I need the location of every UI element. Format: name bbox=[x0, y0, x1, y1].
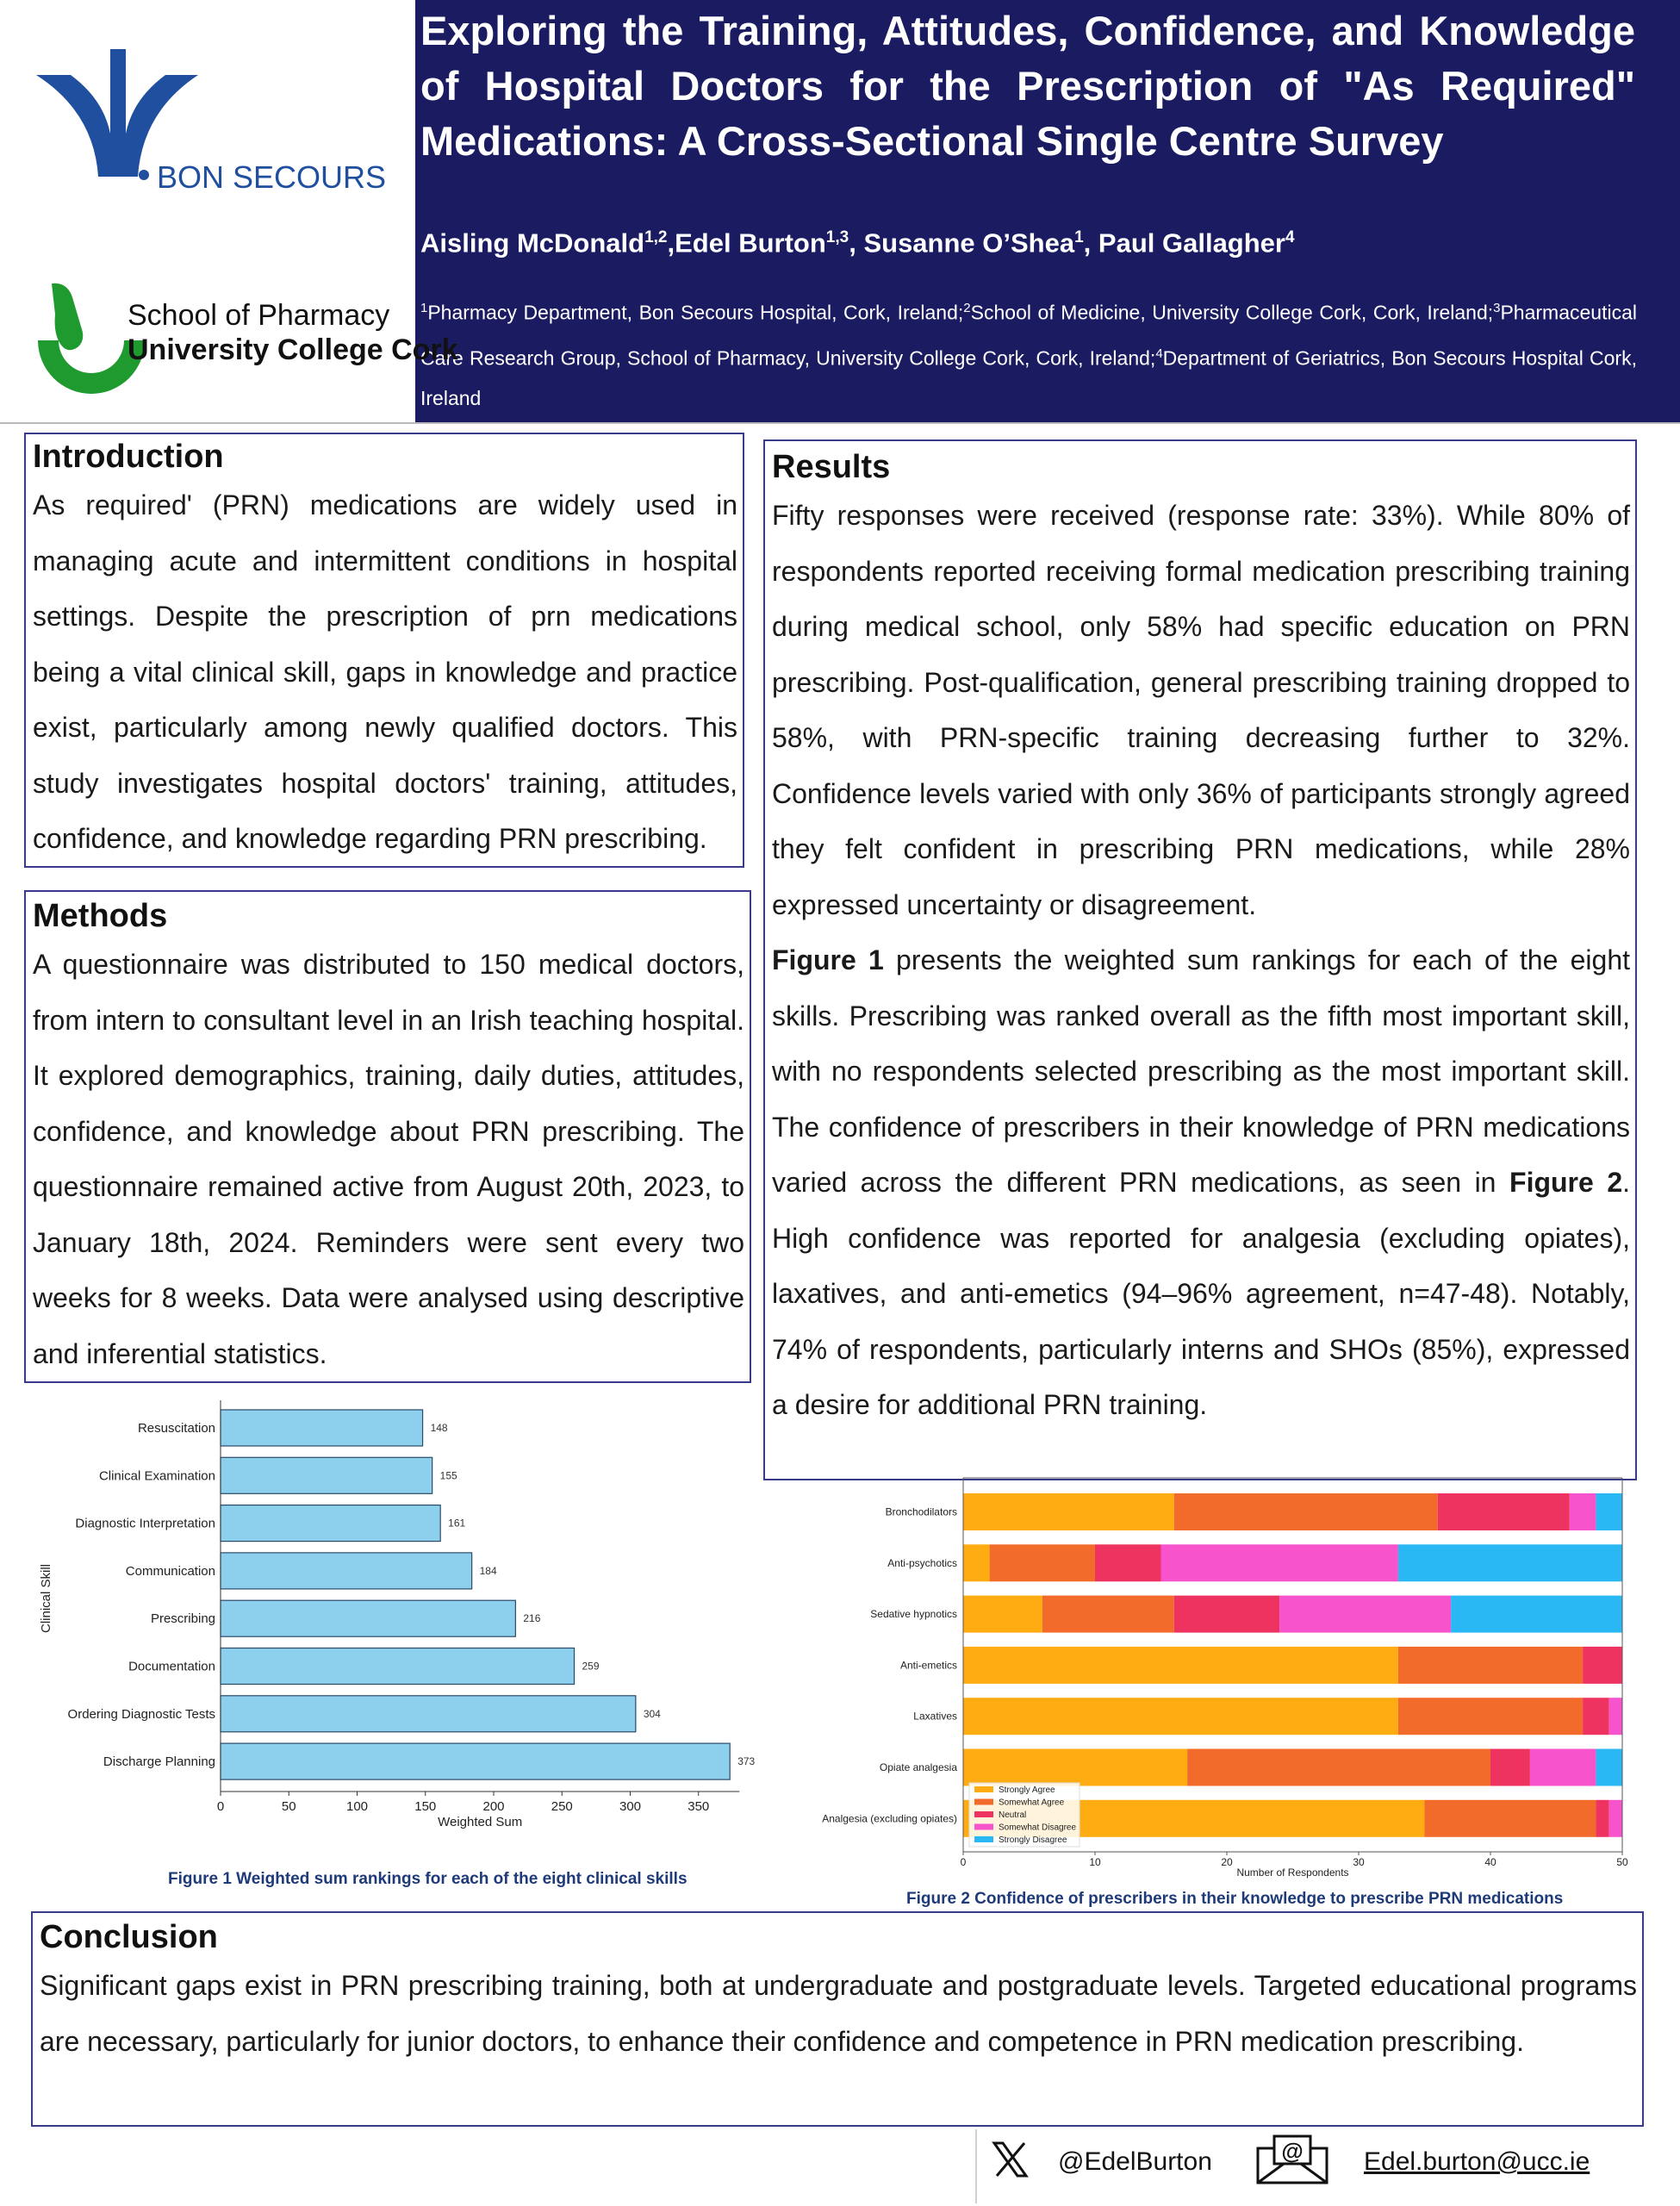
data-label: 304 bbox=[643, 1707, 661, 1720]
legend bbox=[969, 1783, 1080, 1847]
figure-2-caption: Figure 2 Confidence of prescribers in their knowledge to prescribe PRN medications bbox=[906, 1890, 1564, 1908]
data-label: 161 bbox=[448, 1517, 466, 1530]
data-label: 259 bbox=[582, 1660, 600, 1673]
bar-diagnostic-interpretation bbox=[221, 1505, 440, 1542]
segment-strongly-agree bbox=[963, 1544, 990, 1581]
conclusion-body: Significant gaps exist in PRN prescribing training, both at undergraduate and postgraduate levels. Targeted educational programs are necessary, particularly for junior doctors, to enhance their confidence and competence in PRN medication prescribing. bbox=[40, 1970, 1637, 2057]
conclusion-heading: Conclusion bbox=[40, 1919, 218, 1955]
segment-neutral bbox=[1490, 1749, 1530, 1786]
x-tick-label: 40 bbox=[1484, 1856, 1496, 1868]
category-label: Anti-emetics bbox=[899, 1659, 957, 1672]
figure-1-bar-chart bbox=[34, 1400, 767, 1831]
category-label: Analgesia (excluding opiates) bbox=[822, 1812, 957, 1825]
methods-body: A questionnaire was distributed to 150 medical doctors, from intern to consultant level in an Irish teaching hospital. It explored demographics, training, daily duties, attitudes, confidence, and knowledge about PRN prescribing. The questionnaire remained active from August 20th, 2023, to January 18th, 2024. Reminders were sent every two weeks for 8 weeks. Data were analysed using descriptive and inferential statistics. bbox=[33, 949, 744, 1369]
legend-swatch bbox=[974, 1786, 993, 1792]
legend-label: Neutral bbox=[999, 1810, 1027, 1820]
author-separator: , bbox=[849, 227, 864, 259]
author-affiliation-number: 1,2 bbox=[644, 228, 668, 246]
category-label: Prescribing bbox=[150, 1611, 215, 1627]
author-separator: , bbox=[667, 227, 675, 259]
ucc-pharmacy-logo bbox=[33, 280, 458, 392]
bar-prescribing bbox=[221, 1600, 515, 1636]
bon-secours-wordmark: BON SECOURS bbox=[157, 159, 387, 195]
segment-somewhat-agree bbox=[1042, 1596, 1174, 1633]
bar-resuscitation bbox=[221, 1410, 423, 1446]
segment-somewhat-agree bbox=[990, 1544, 1095, 1581]
svg-text:@: @ bbox=[1281, 2138, 1304, 2164]
author-separator: , bbox=[1083, 227, 1098, 259]
segment-somewhat-agree bbox=[1398, 1647, 1583, 1684]
data-label: 184 bbox=[479, 1564, 497, 1577]
segment-somewhat-disagree bbox=[1161, 1544, 1398, 1581]
author-name: Paul Gallagher bbox=[1098, 227, 1285, 259]
conclusion-section bbox=[31, 1911, 1644, 2127]
methods-section bbox=[24, 890, 751, 1383]
bar-ordering-diagnostic-tests bbox=[221, 1696, 636, 1732]
affiliations bbox=[420, 288, 1637, 419]
results-paragraph-2a: presents the weighted sum rankings for each of the eight skills. Prescribing was ranked overall as the fifth most important skill, with no respondents selected prescribing as the most important skill. The confidence of prescribers in their knowledge of PRN medications varied across the different PRN medications, as seen in bbox=[772, 944, 1630, 1198]
segment-somewhat-disagree bbox=[1609, 1800, 1622, 1837]
category-label: Bronchodilators bbox=[885, 1505, 957, 1518]
figure-1-caption: Figure 1 Weighted sum rankings for each of the eight clinical skills bbox=[168, 1870, 688, 1888]
segment-strongly-disagree bbox=[1596, 1493, 1622, 1530]
segment-somewhat-agree bbox=[1398, 1698, 1583, 1735]
category-label: Laxatives bbox=[913, 1710, 957, 1723]
segment-strongly-agree bbox=[963, 1596, 1042, 1633]
ucc-school-name: School of Pharmacy bbox=[128, 299, 390, 332]
segment-strongly-disagree bbox=[1451, 1596, 1622, 1633]
x-axis-title: Number of Respondents bbox=[1236, 1866, 1349, 1879]
x-tick-label: 350 bbox=[688, 1799, 710, 1814]
x-tick-label: 250 bbox=[551, 1799, 573, 1814]
methods-heading: Methods bbox=[33, 898, 168, 934]
x-axis-title: Weighted Sum bbox=[438, 1815, 523, 1829]
segment-strongly-agree bbox=[963, 1493, 1174, 1530]
x-tick-label: 100 bbox=[345, 1799, 369, 1814]
segment-neutral bbox=[1174, 1596, 1279, 1633]
bar-discharge-planning bbox=[221, 1743, 730, 1779]
affiliation-text: Department of Geriatrics, Bon Secours Hospital Cork, Ireland bbox=[420, 346, 1637, 410]
poster-title: Exploring the Training, Attitudes, Confidence, and Knowledge of Hospital Doctors for the Prescription of "As Required" Medications: A Cross-Sectional Single Centre Survey bbox=[420, 8, 1635, 164]
author-name: Susanne O’Shea bbox=[863, 227, 1075, 259]
affiliation-number: 2 bbox=[963, 301, 971, 315]
category-label: Diagnostic Interpretation bbox=[75, 1516, 215, 1531]
author-affiliation-number: 4 bbox=[1285, 228, 1295, 246]
results-paragraph-2 bbox=[772, 932, 1630, 1433]
introduction-heading: Introduction bbox=[33, 439, 224, 475]
segment-somewhat-disagree bbox=[1609, 1698, 1622, 1735]
x-tick-label: 0 bbox=[960, 1856, 967, 1868]
data-label: 148 bbox=[430, 1422, 448, 1434]
y-axis-title: Clinical Skill bbox=[39, 1563, 53, 1634]
x-tick-label: 200 bbox=[482, 1799, 505, 1814]
category-label: Resuscitation bbox=[137, 1421, 215, 1436]
envelope-at-icon bbox=[1255, 2134, 1331, 2186]
bar-documentation bbox=[221, 1648, 575, 1685]
legend-swatch bbox=[974, 1811, 993, 1817]
legend-label: Somewhat Agree bbox=[999, 1798, 1065, 1808]
data-label: 216 bbox=[523, 1612, 541, 1625]
twitter-handle[interactable]: @EdelBurton bbox=[1058, 2147, 1212, 2176]
segment-somewhat-agree bbox=[1187, 1749, 1490, 1786]
category-label: Communication bbox=[125, 1563, 215, 1579]
legend-swatch bbox=[974, 1824, 993, 1830]
affiliation-text: School of Medicine, University College Cork, Cork, Ireland; bbox=[970, 301, 1494, 324]
x-tick-label: 20 bbox=[1221, 1856, 1233, 1868]
introduction-section bbox=[24, 433, 744, 868]
segment-neutral bbox=[1095, 1544, 1161, 1581]
legend-swatch bbox=[974, 1836, 993, 1842]
bar-communication bbox=[221, 1553, 472, 1589]
segment-strongly-disagree bbox=[1596, 1749, 1622, 1786]
author-affiliation-number: 1,3 bbox=[825, 228, 849, 246]
segment-strongly-disagree bbox=[1398, 1544, 1622, 1581]
author-list bbox=[420, 219, 1627, 262]
legend-label: Somewhat Disagree bbox=[999, 1823, 1077, 1833]
x-tick-label: 50 bbox=[1616, 1856, 1628, 1868]
x-tick-label: 30 bbox=[1353, 1856, 1365, 1868]
x-tick-label: 50 bbox=[281, 1799, 296, 1814]
results-heading: Results bbox=[772, 449, 891, 485]
affiliation-number: 4 bbox=[1155, 346, 1163, 361]
bar-clinical-examination bbox=[221, 1457, 432, 1493]
contact-divider bbox=[975, 2129, 977, 2203]
legend-swatch bbox=[974, 1799, 993, 1805]
data-label: 155 bbox=[439, 1469, 457, 1482]
author-affiliation-number: 1 bbox=[1074, 228, 1084, 246]
email-link[interactable]: Edel.burton@ucc.ie bbox=[1364, 2147, 1590, 2176]
x-tick-label: 300 bbox=[619, 1799, 642, 1814]
category-label: Ordering Diagnostic Tests bbox=[67, 1706, 215, 1722]
affiliation-number: 3 bbox=[1493, 301, 1501, 315]
segment-strongly-agree bbox=[963, 1698, 1398, 1735]
category-label: Documentation bbox=[128, 1659, 215, 1674]
figure-2-stacked-bar-chart bbox=[771, 1478, 1641, 1891]
results-paragraph-2b: . High confidence was reported for analgesia (excluding opiates), laxatives, and anti-emetics (94–96% agreement, n=47-48). Notably, 74% of respondents, particularly interns and SHOs (85%), expressed a desire for additional PRN training. bbox=[772, 1167, 1631, 1420]
segment-neutral bbox=[1596, 1800, 1608, 1837]
introduction-body: As required' (PRN) medications are widely used in managing acute and intermittent conditions in hospital settings. Despite the prescription of prn medications being a vital clinical skill, gaps in knowledge and practice exist, particularly among newly qualified doctors. This study investigates hospital doctors' training, attitudes, confidence, and knowledge regarding PRN prescribing. bbox=[33, 489, 737, 854]
results-section bbox=[763, 439, 1637, 1480]
x-tick-label: 0 bbox=[216, 1799, 225, 1814]
legend-label: Strongly Disagree bbox=[999, 1835, 1067, 1845]
category-label: Discharge Planning bbox=[103, 1754, 215, 1770]
x-tick-label: 150 bbox=[414, 1799, 437, 1814]
x-tick-label: 10 bbox=[1089, 1856, 1101, 1868]
segment-neutral bbox=[1438, 1493, 1570, 1530]
segment-neutral bbox=[1583, 1647, 1622, 1684]
affiliation-text: Pharmacy Department, Bon Secours Hospital, Cork, Ireland; bbox=[427, 301, 964, 324]
segment-somewhat-agree bbox=[1174, 1493, 1438, 1530]
category-label: Clinical Examination bbox=[98, 1468, 215, 1484]
segment-somewhat-disagree bbox=[1530, 1749, 1596, 1786]
bon-secours-logo bbox=[34, 47, 396, 195]
data-label: 373 bbox=[737, 1755, 756, 1768]
author-name: Aisling McDonald bbox=[420, 227, 645, 259]
category-label: Opiate analgesia bbox=[879, 1761, 957, 1773]
x-logo-icon bbox=[991, 2141, 1029, 2178]
figure-1-reference: Figure 1 bbox=[772, 944, 884, 975]
header-divider bbox=[0, 422, 1680, 424]
affiliation-text: Pharmaceutical Care Research Group, School of Pharmacy, University College Cork, Cork, Ireland; bbox=[420, 301, 1637, 370]
category-label: Sedative hypnotics bbox=[870, 1608, 957, 1621]
affiliation-number: 1 bbox=[420, 301, 428, 315]
results-paragraph-1: Fifty responses were received (response rate: 33%). While 80% of respondents reported receiving formal medication prescribing training during medical school, only 58% had specific education on PRN prescribing. Post-qualification, general prescribing training dropped to 58%, with PRN-specific training decreasing further to 32%. Confidence levels varied with only 36% of participants strongly agreed they felt confident in prescribing PRN medications, while 28% expressed uncertainty or disagreement. bbox=[772, 500, 1630, 920]
segment-somewhat-disagree bbox=[1279, 1596, 1451, 1633]
segment-somewhat-disagree bbox=[1570, 1493, 1596, 1530]
segment-strongly-agree bbox=[963, 1749, 1187, 1786]
segment-neutral bbox=[1583, 1698, 1609, 1735]
figure-2-reference: Figure 2 bbox=[1509, 1167, 1623, 1198]
ucc-university-name: University College Cork bbox=[128, 333, 458, 366]
segment-strongly-agree bbox=[963, 1647, 1398, 1684]
category-label: Anti-psychotics bbox=[887, 1556, 957, 1569]
author-name: Edel Burton bbox=[675, 227, 826, 259]
segment-somewhat-agree bbox=[1425, 1800, 1596, 1837]
legend-label: Strongly Agree bbox=[999, 1785, 1055, 1795]
